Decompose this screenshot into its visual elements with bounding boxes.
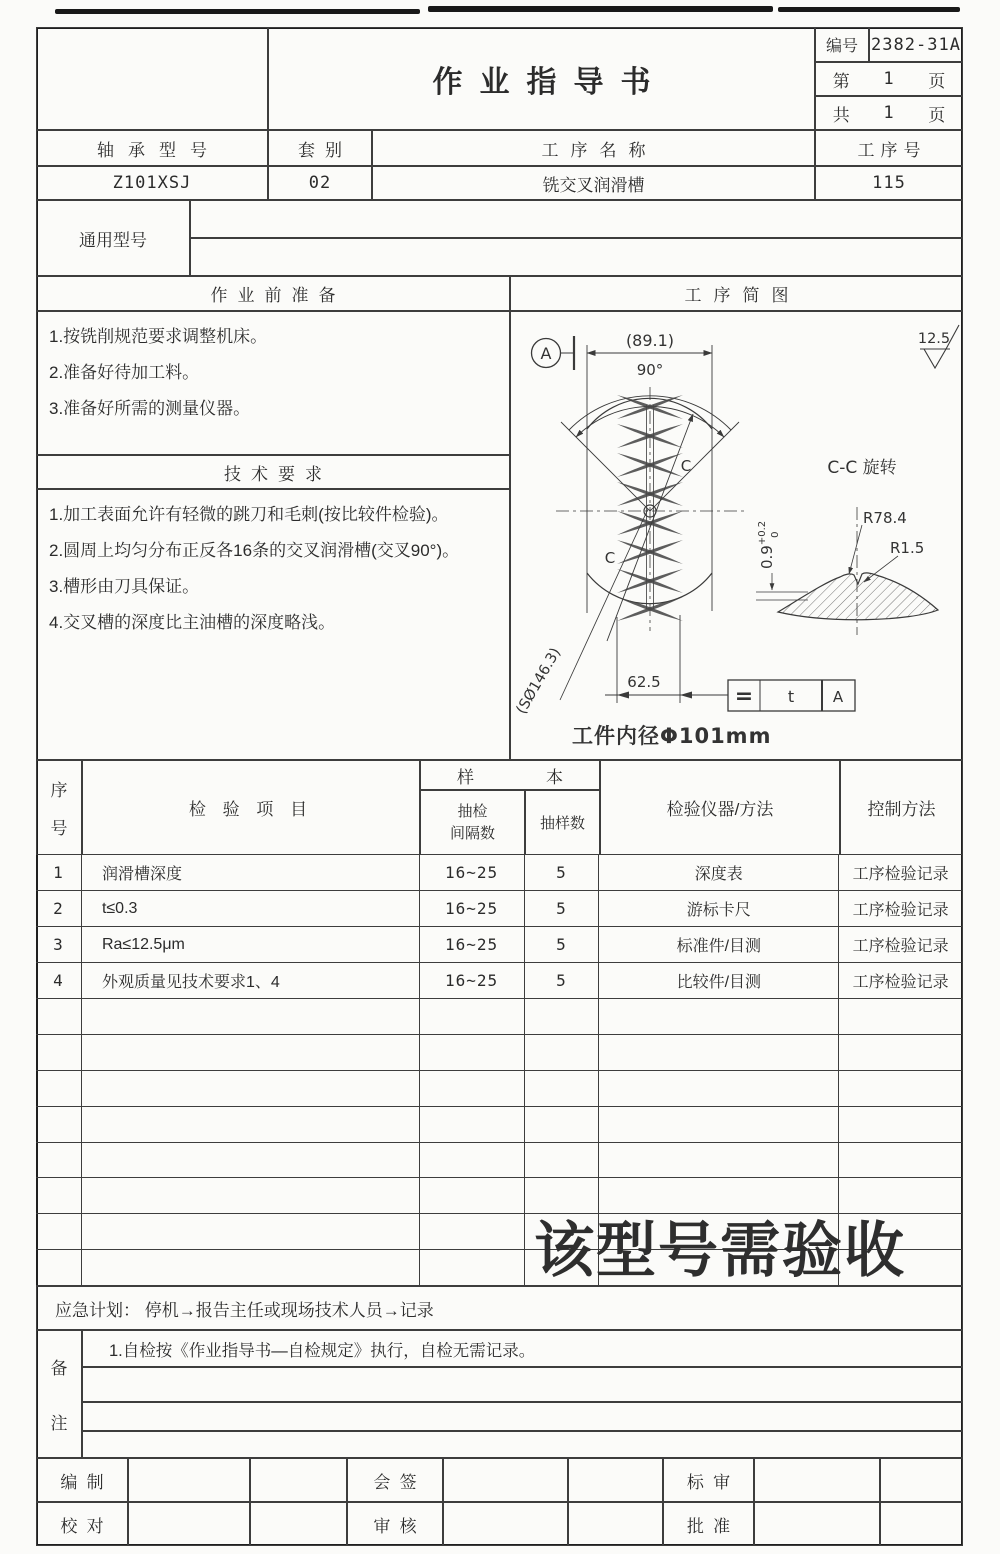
row-method: 深度表	[599, 855, 839, 891]
tech-item: 1.加工表面允许有轻微的跳刀和毛刺(按比较件检验)。	[49, 505, 449, 524]
seq-header: 序 号	[36, 760, 82, 855]
doc-number-value: 2382-31A	[869, 27, 963, 62]
centerlines	[556, 387, 744, 631]
row-count: 5	[525, 855, 600, 891]
row-item: t≤0.3	[82, 891, 420, 927]
roughness-label: 12.5	[917, 331, 951, 347]
approved-by-date	[880, 1502, 963, 1546]
approved-by-value	[754, 1502, 880, 1546]
tech-item: 3.槽形由刀具保证。	[49, 577, 200, 596]
row-method: 游标卡尺	[599, 891, 839, 927]
process-name-value: 铣交叉润滑槽	[372, 166, 815, 200]
checked-by-value	[128, 1502, 250, 1546]
row-seq: 1	[36, 855, 82, 891]
table-row	[36, 891, 962, 927]
scan-artifact	[428, 6, 773, 12]
method-header: 检验仪器/方法	[600, 760, 840, 855]
radius-small-label: R1.5	[890, 539, 925, 557]
common-model-label: 通用型号	[36, 200, 190, 276]
process-sketch	[510, 311, 963, 760]
table-row	[36, 963, 962, 999]
bearing-type-value: Z101XSJ	[36, 166, 268, 200]
depth-dim-label: $0.9^{+0.2}$ 0	[757, 520, 781, 569]
row-item: 润滑槽深度	[82, 855, 420, 891]
remark-line-4	[82, 1431, 963, 1458]
common-model-empty-1	[190, 200, 963, 238]
tolerance-value: t	[787, 687, 795, 706]
page-suffix: 页	[928, 71, 946, 91]
empty-table-row	[36, 999, 962, 1035]
table-row	[36, 855, 962, 891]
sphere-dim-label: (SØ146.3)	[513, 645, 565, 717]
section-view-title: C-C 旋转	[827, 458, 897, 478]
empty-table-row	[36, 1143, 962, 1179]
process-no-label: 工序号	[815, 130, 963, 166]
reviewed-by-label: 审核	[347, 1502, 443, 1546]
reviewed-by-value	[443, 1502, 568, 1546]
prep-title: 作业前准备	[36, 276, 510, 311]
row-interval: 16~25	[420, 963, 525, 999]
row-method: 标准件/目测	[599, 927, 839, 963]
row-interval: 16~25	[420, 855, 525, 891]
standard-review-label: 标审	[663, 1458, 754, 1502]
prepared-by-date	[250, 1458, 347, 1502]
scan-artifact	[55, 9, 420, 14]
countersign-value	[443, 1458, 568, 1502]
row-control: 工序检验记录	[839, 891, 962, 927]
process-name-label: 工序名称	[372, 130, 815, 166]
width-dimension	[587, 345, 712, 613]
row-count: 5	[525, 963, 600, 999]
prep-item: 1.按铣削规范要求调整机床。	[49, 327, 268, 346]
empty-table-row	[36, 1035, 962, 1071]
tolerance-symbol: =	[734, 684, 754, 709]
countersign-date	[568, 1458, 663, 1502]
emergency-plan-row: 应急计划： 停机→报告主任或现场技术人员→记录	[36, 1286, 963, 1330]
bore-note: 工件内径Φ101mm	[572, 724, 772, 748]
row-count: 5	[525, 927, 600, 963]
row-control: 工序检验记录	[839, 927, 962, 963]
page-title: 作业指导书	[268, 27, 815, 130]
total-suffix: 页	[928, 105, 946, 125]
empty-table-row	[36, 1107, 962, 1143]
scan-artifact	[778, 7, 960, 12]
remark-line-2	[82, 1367, 963, 1402]
header-blank-cell	[36, 27, 268, 130]
prepared-by-label: 编制	[36, 1458, 128, 1502]
doc-number-label: 编号	[815, 27, 869, 62]
sample-header: 样 本	[420, 760, 600, 790]
checked-by-label: 校对	[36, 1502, 128, 1546]
total-pages-row	[815, 96, 963, 130]
table-row	[36, 927, 962, 963]
tech-item: 4.交叉槽的深度比主油槽的深度略浅。	[49, 613, 336, 632]
section-label-top: C	[680, 457, 692, 475]
standard-review-date	[880, 1458, 963, 1502]
reviewed-by-date	[568, 1502, 663, 1546]
control-header: 控制方法	[840, 760, 963, 855]
set-value: 02	[268, 166, 372, 200]
total-pages: 1	[883, 103, 895, 123]
standard-review-value	[754, 1458, 880, 1502]
row-method: 比较件/目测	[599, 963, 839, 999]
remark-label: 备 注	[36, 1330, 82, 1458]
row-control: 工序检验记录	[839, 963, 962, 999]
row-item: Ra≤12.5μm	[82, 927, 420, 963]
radius-big-label: R78.4	[863, 509, 907, 527]
row-seq: 4	[36, 963, 82, 999]
interval-header: 抽检 间隔数	[420, 790, 525, 855]
row-seq: 2	[36, 891, 82, 927]
angle-label: 90°	[636, 361, 664, 379]
bearing-type-label: 轴承型号	[36, 130, 268, 166]
prep-list	[36, 311, 510, 455]
tech-list	[36, 489, 510, 760]
process-no-value: 115	[815, 166, 963, 200]
datum-label: A	[540, 344, 552, 363]
datum-flag	[532, 336, 575, 370]
common-model-empty-2	[190, 238, 963, 276]
set-label: 套别	[268, 130, 372, 166]
tech-item: 2.圆周上均匀分布正反各16条的交叉润滑槽(交叉90°)。	[49, 541, 460, 560]
tech-title: 技术要求	[36, 455, 510, 489]
total-prefix: 共	[832, 105, 850, 125]
page-number-row	[815, 62, 963, 96]
remark-line-1: 1.自检按《作业指导书—自检规定》执行，自检无需记录。	[82, 1330, 963, 1367]
row-interval: 16~25	[420, 891, 525, 927]
groove-width-label: 62.5	[627, 673, 661, 691]
prep-item: 3.准备好所需的测量仪器。	[49, 399, 251, 418]
diagram-title: 工序简图	[510, 276, 963, 311]
prep-item: 2.准备好待加工料。	[49, 363, 200, 382]
section-view	[756, 507, 938, 635]
width-dim-label: (89.1)	[625, 331, 675, 350]
row-count: 5	[525, 891, 600, 927]
inspection-rows	[36, 855, 963, 999]
item-header: 检 验 项 目	[82, 760, 420, 855]
prepared-by-value	[128, 1458, 250, 1502]
row-control: 工序检验记录	[839, 855, 962, 891]
row-seq: 3	[36, 927, 82, 963]
approved-by-label: 批准	[663, 1502, 754, 1546]
row-item: 外观质量见技术要求1、4	[82, 963, 420, 999]
acceptance-stamp: 该型号需验收	[534, 1216, 906, 1284]
empty-table-row	[36, 1071, 962, 1107]
count-header: 抽样数	[525, 790, 600, 855]
remark-line-3	[82, 1402, 963, 1431]
checked-by-date	[250, 1502, 347, 1546]
page-prefix: 第	[832, 71, 850, 91]
page-number: 1	[883, 69, 895, 89]
part-outline	[587, 398, 712, 603]
tolerance-datum: A	[832, 688, 844, 706]
section-label-bottom: C	[604, 549, 616, 567]
countersign-label: 会签	[347, 1458, 443, 1502]
row-interval: 16~25	[420, 927, 525, 963]
